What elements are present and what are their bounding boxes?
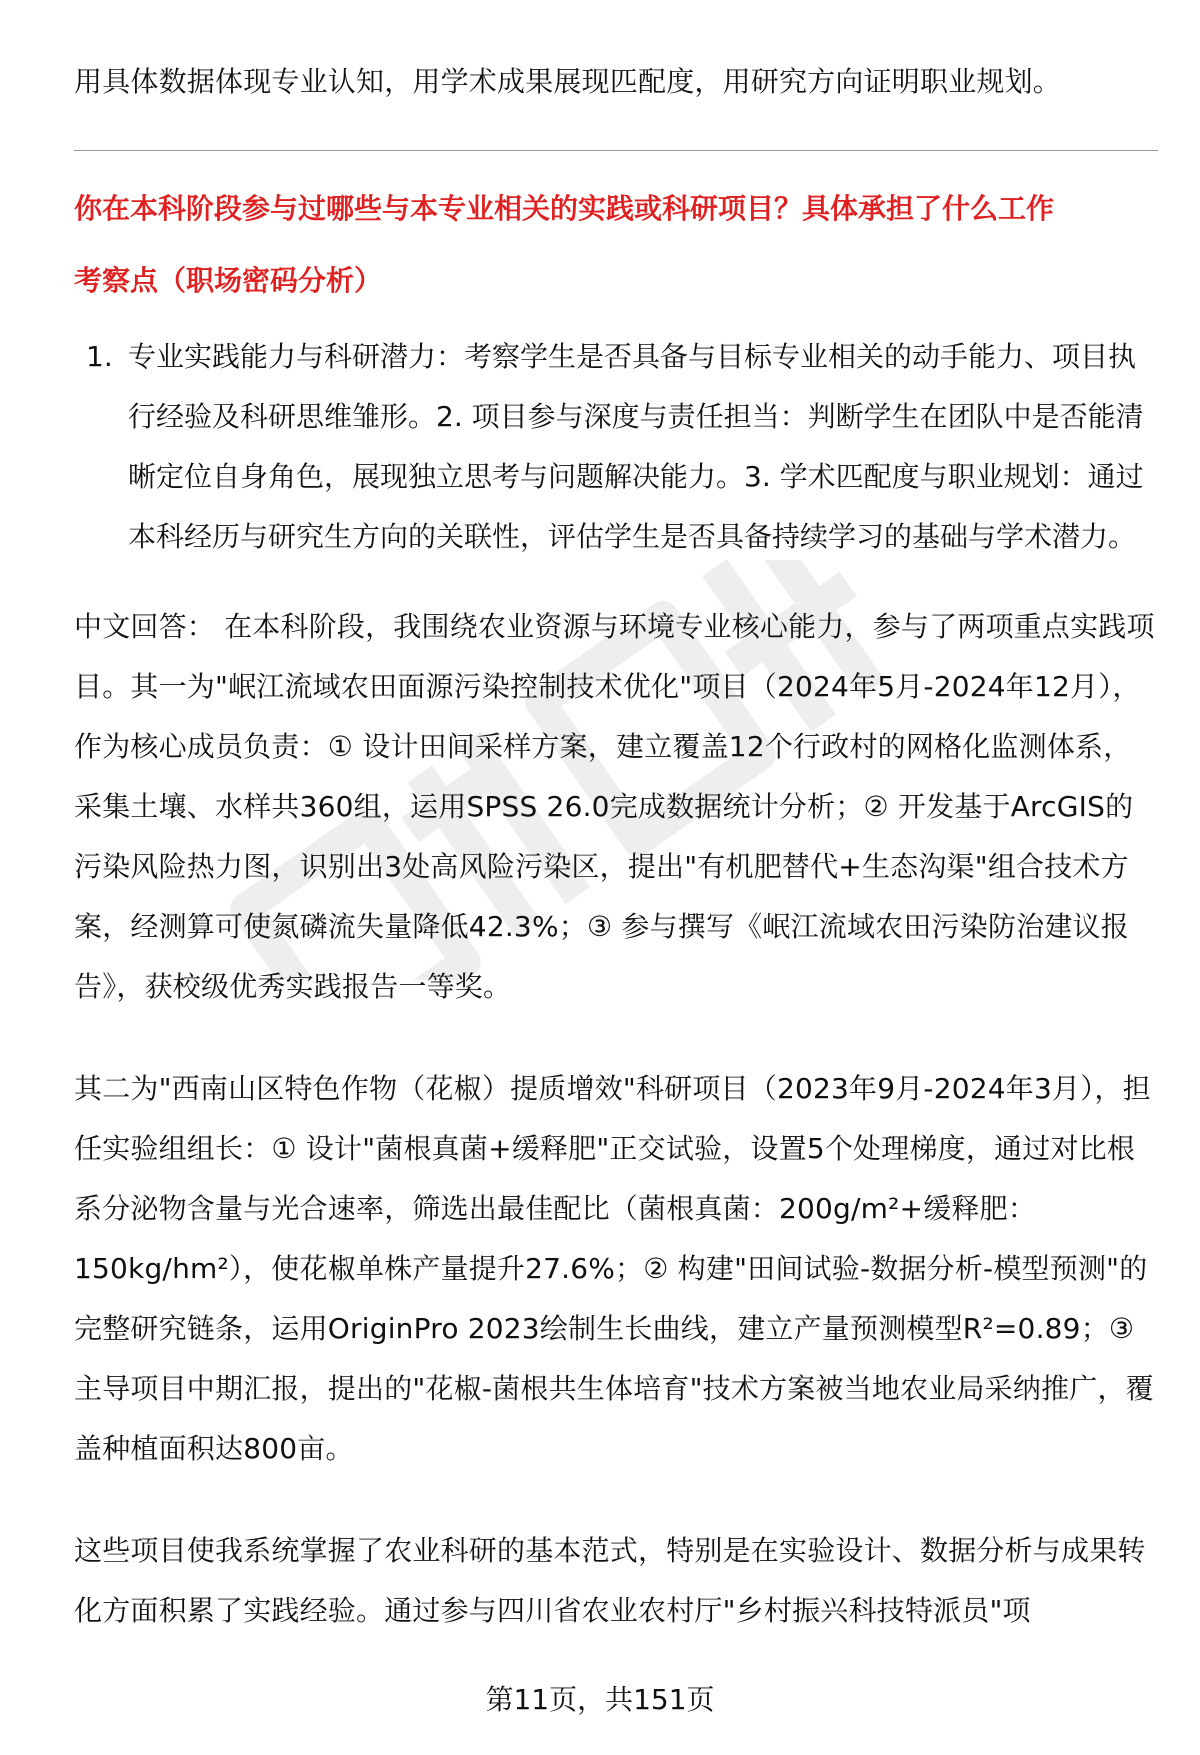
section-title: 考察点（职场密码分析）	[74, 264, 383, 297]
answer-paragraph-1: 中文回答： 在本科阶段，我围绕农业资源与环境专业核心能力，参与了两项重点实践项目。其一为"岷江流域农田面源污染控制技术优化"项目（2024年5月-2024年12月），作为核心成员负责：① 设计田间采样方案，建立覆盖12个行政村的网格化监测体系，采集土壤、水样共360组，运用SPSS 26.0完成数据统计分析；② 开发基于ArcGIS的污染风险热力图，识别出3处高风险污染区，提出"有机肥替代+生态沟渠"组合技术方案，经测算可使氮磷流失量降低42.3%；③ 参与撰写《岷江流域农田污染防治建议报告》，获校级优秀实践报告一等奖。	[74, 610, 1155, 1003]
section-divider	[74, 150, 1158, 151]
list-number: 1.	[86, 340, 113, 373]
assessment-list	[74, 327, 1158, 567]
list-item-text: 专业实践能力与科研潜力：考察学生是否具备与目标专业相关的动手能力、项目执行经验及科研思维雏形。2. 项目参与深度与责任担当：判断学生在团队中是否能清晰定位自身角色，展现独立思考与问题解决能力。3. 学术匹配度与职业规划：通过本科经历与研究生方向的关联性，评估学生是否具备持续学习的基础与学术潜力。	[128, 340, 1144, 553]
document-content	[74, 52, 1158, 1641]
intro-line: 用具体数据体现专业认知，用学术成果展现匹配度，用研究方向证明职业规划。	[74, 65, 1062, 98]
page-number-footer: 第11页，共151页	[485, 1683, 715, 1716]
list-item	[74, 327, 1158, 567]
answer-paragraph-2: 其二为"西南山区特色作物（花椒）提质增效"科研项目（2023年9月-2024年3月），担任实验组组长：① 设计"菌根真菌+缓释肥"正交试验，设置5个处理梯度，通过对比根系分泌物含量与光合速率，筛选出最佳配比（菌根真菌：200g/m²+缓释肥：150kg/hm²），使花椒单株产量提升27.6%；② 构建"田间试验-数据分析-模型预测"的完整研究链条，运用OriginPro 2023绘制生长曲线，建立产量预测模型R²=0.89；③ 主导项目中期汇报，提出的"花椒-菌根共生体培育"技术方案被当地农业局采纳推广，覆盖种植面积达800亩。	[74, 1072, 1154, 1465]
question-heading: 你在本科阶段参与过哪些与本专业相关的实践或科研项目？具体承担了什么工作	[74, 192, 1055, 225]
answer-paragraph-3: 这些项目使我系统掌握了农业科研的基本范式，特别是在实验设计、数据分析与成果转化方面积累了实践经验。通过参与四川省农业农村厅"乡村振兴科技特派员"项	[74, 1534, 1146, 1627]
